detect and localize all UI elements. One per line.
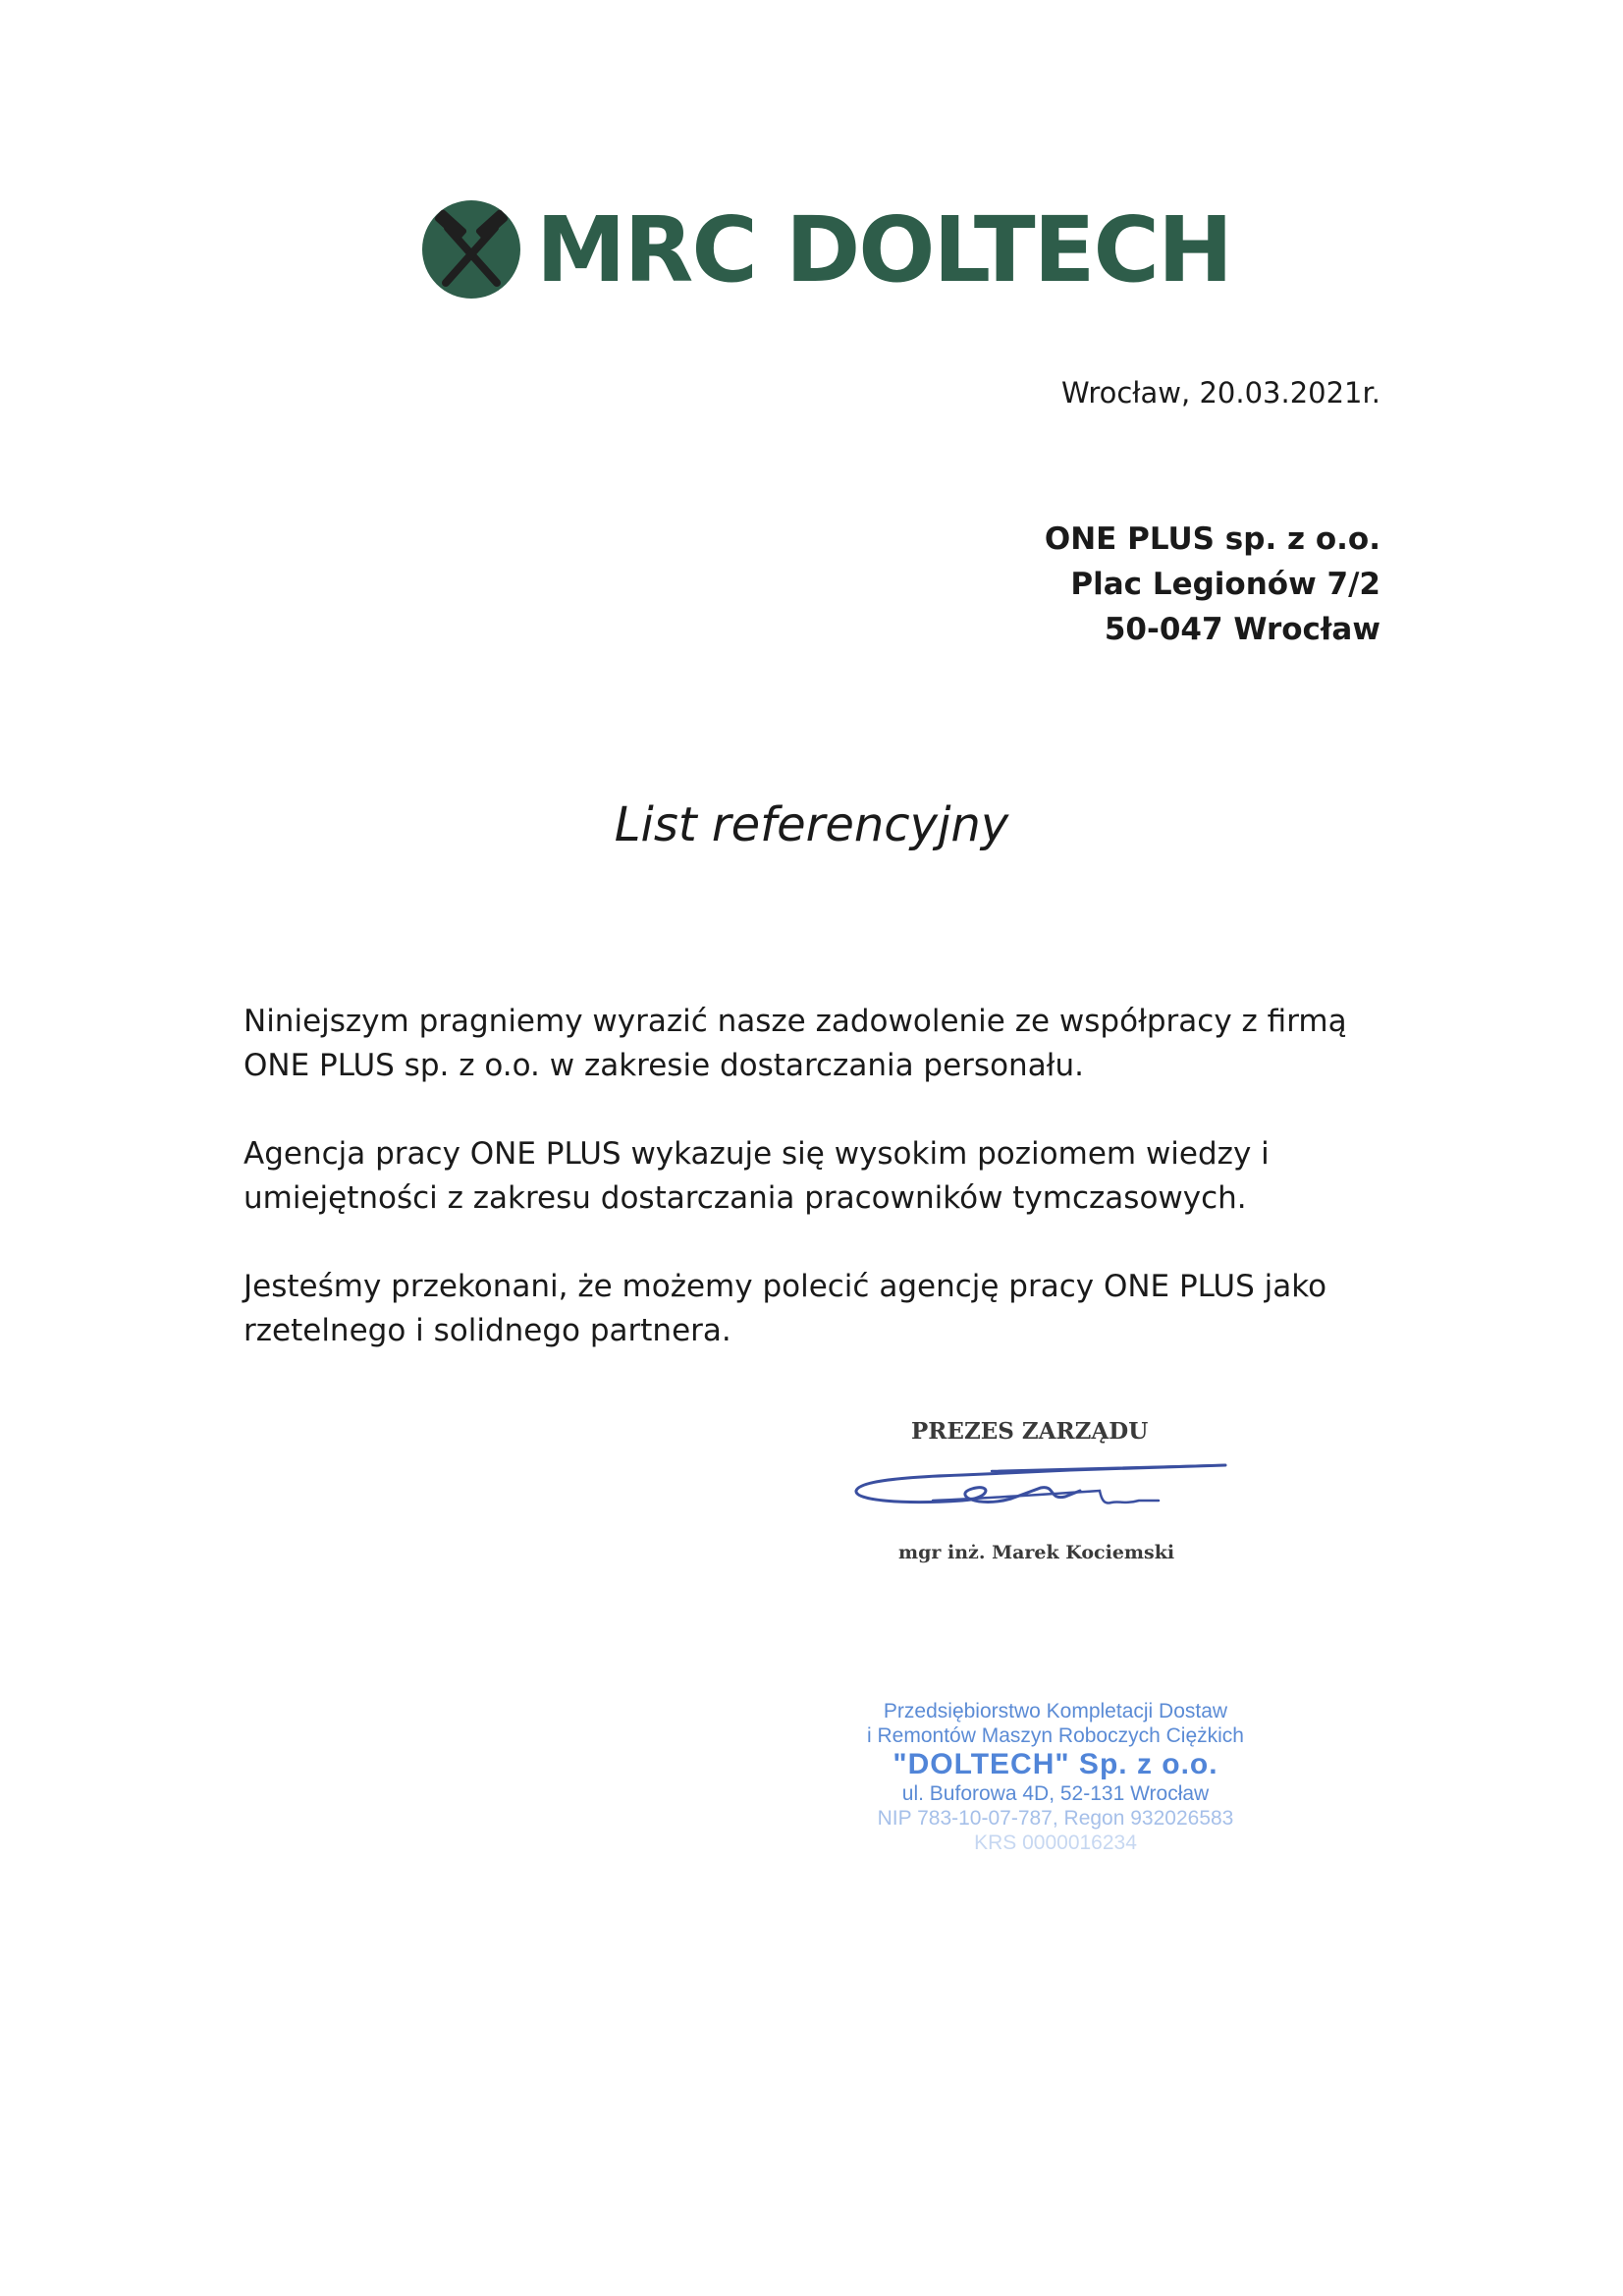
recipient-city: 50-047 Wrocław <box>1104 612 1380 647</box>
letter-date: Wrocław, 20.03.2021r. <box>1060 376 1380 410</box>
stamp-krs: KRS 0000016234 <box>974 1831 1137 1854</box>
crossed-hammers-icon <box>420 198 522 301</box>
signatory-role: PREZES ZARZĄDU <box>911 1418 1149 1445</box>
stamp-tax-ids: NIP 783-10-07-787, Regon 932026583 <box>877 1807 1234 1830</box>
stamp-line-2: i Remontów Maszyn Roboczych Ciężkich <box>867 1724 1244 1747</box>
company-stamp <box>839 1699 1271 1855</box>
stamp-company-name: "DOLTECH" Sp. z o.o. <box>893 1748 1218 1780</box>
body-paragraph-2: Agencja pracy ONE PLUS wykazuje się wysokim poziomem wiedzy i umiejętności z zakresu dostarczania pracowników tymczasowych. <box>243 1136 1270 1216</box>
body-paragraph-3: Jesteśmy przekonani, że możemy polecić agencję pracy ONE PLUS jako rzetelnego i solidnego partnera. <box>243 1269 1327 1348</box>
logo-wordmark: MRC DOLTECH <box>536 197 1232 302</box>
signatory-name: mgr inż. Marek Kociemski <box>898 1542 1175 1563</box>
letter-body <box>243 1000 1363 1397</box>
recipient-street: Plac Legionów 7/2 <box>1070 567 1380 602</box>
stamp-line-1: Przedsiębiorstwo Kompletacji Dostaw <box>883 1700 1228 1722</box>
company-logo <box>420 196 1232 304</box>
stamp-address: ul. Buforowa 4D, 52-131 Wrocław <box>901 1782 1210 1805</box>
document-title: List referencyjny <box>614 797 1009 852</box>
body-paragraph-1: Niniejszym pragniemy wyrazić nasze zadowolenie ze współpracy z firmą ONE PLUS sp. z o.o. w zakresie dostarczania personału. <box>243 1004 1347 1083</box>
handwritten-signature <box>844 1444 1237 1532</box>
recipient-name: ONE PLUS sp. z o.o. <box>1044 521 1380 557</box>
recipient-address <box>1045 517 1380 652</box>
